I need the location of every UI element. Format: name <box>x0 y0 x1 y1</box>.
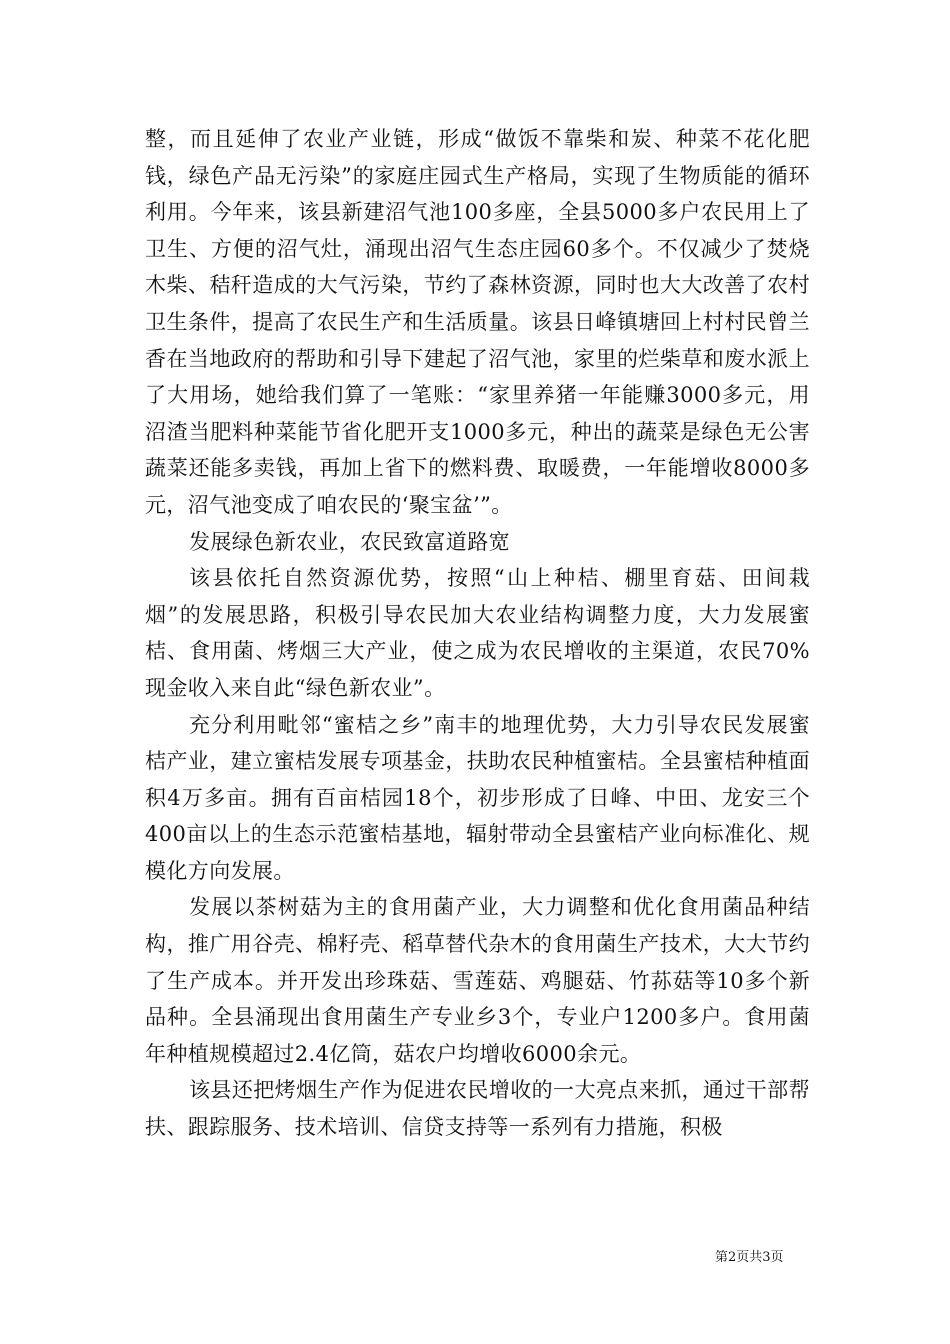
page-number: 第2页共3页 <box>715 1250 784 1265</box>
paragraph-mushroom-industry: 发展以茶树菇为主的食用菌产业，大力调整和优化食用菌品种结构，推广用谷壳、棉籽壳、稻草替代杂木的食用菌生产技术，大大节约了生产成本。并开发出珍珠菇、雪莲菇、鸡腿菇、竹荪菇等10多个新品种。全县涌现出食用菌生产专业乡3个，专业户1200多户。食用菌年种植规模超过2.4亿筒，菇农户均增收6000余元。 <box>145 895 810 1066</box>
paragraph-agriculture-structure: 该县依托自然资源优势，按照“山上种桔、棚里育菇、田间栽烟”的发展思路，积极引导农民加大农业结构调整力度，大力发展蜜桔、食用菌、烤烟三大产业，使之成为农民增收的主渠道，农民70%现金收入来自此“绿色新农业”。 <box>145 566 810 700</box>
paragraph-tangerine-industry: 充分利用毗邻“蜜桔之乡”南丰的地理优势，大力引导农民发展蜜桔产业，建立蜜桔发展专项基金，扶助农民种植蜜桔。全县蜜桔种植面积4万多亩。拥有百亩桔园18个，初步形成了日峰、中田、龙安三个400亩以上的生态示范蜜桔基地，辐射带动全县蜜桔产业向标准化、规模化方向发展。 <box>145 712 810 883</box>
document-body <box>145 121 810 1146</box>
paragraph-biogas-benefits: 整，而且延伸了农业产业链，形成“做饭不靠柴和炭、种菜不花化肥钱，绿色产品无污染”的家庭庄园式生产格局，实现了生物质能的循环利用。今年来，该县新建沼气池100多座，全县5000多户农民用上了卫生、方便的沼气灶，涌现出沼气生态庄园60多个。不仅减少了焚烧木柴、秸秆造成的大气污染，节约了森林资源，同时也大大改善了农村卫生条件，提高了农民生产和生活质量。该县日峰镇塘回上村村民曾兰香在当地政府的帮助和引导下建起了沼气池，家里的烂柴草和废水派上了大用场，她给我们算了一笔账：“家里养猪一年能赚3000多元，用沼渣当肥料种菜能节省化肥开支1000多元，种出的蔬菜是绿色无公害蔬菜还能多卖钱，再加上省下的燃料费、取暖费，一年能增收8000多元，沼气池变成了咱农民的‘聚宝盆’”。 <box>145 127 810 517</box>
section-heading: 发展绿色新农业，农民致富道路宽 <box>189 529 510 554</box>
paragraph-tobacco-industry: 该县还把烤烟生产作为促进农民增收的一大亮点来抓，通过干部帮扶、跟踪服务、技术培训、信贷支持等一系列有力措施，积极 <box>145 1078 810 1140</box>
